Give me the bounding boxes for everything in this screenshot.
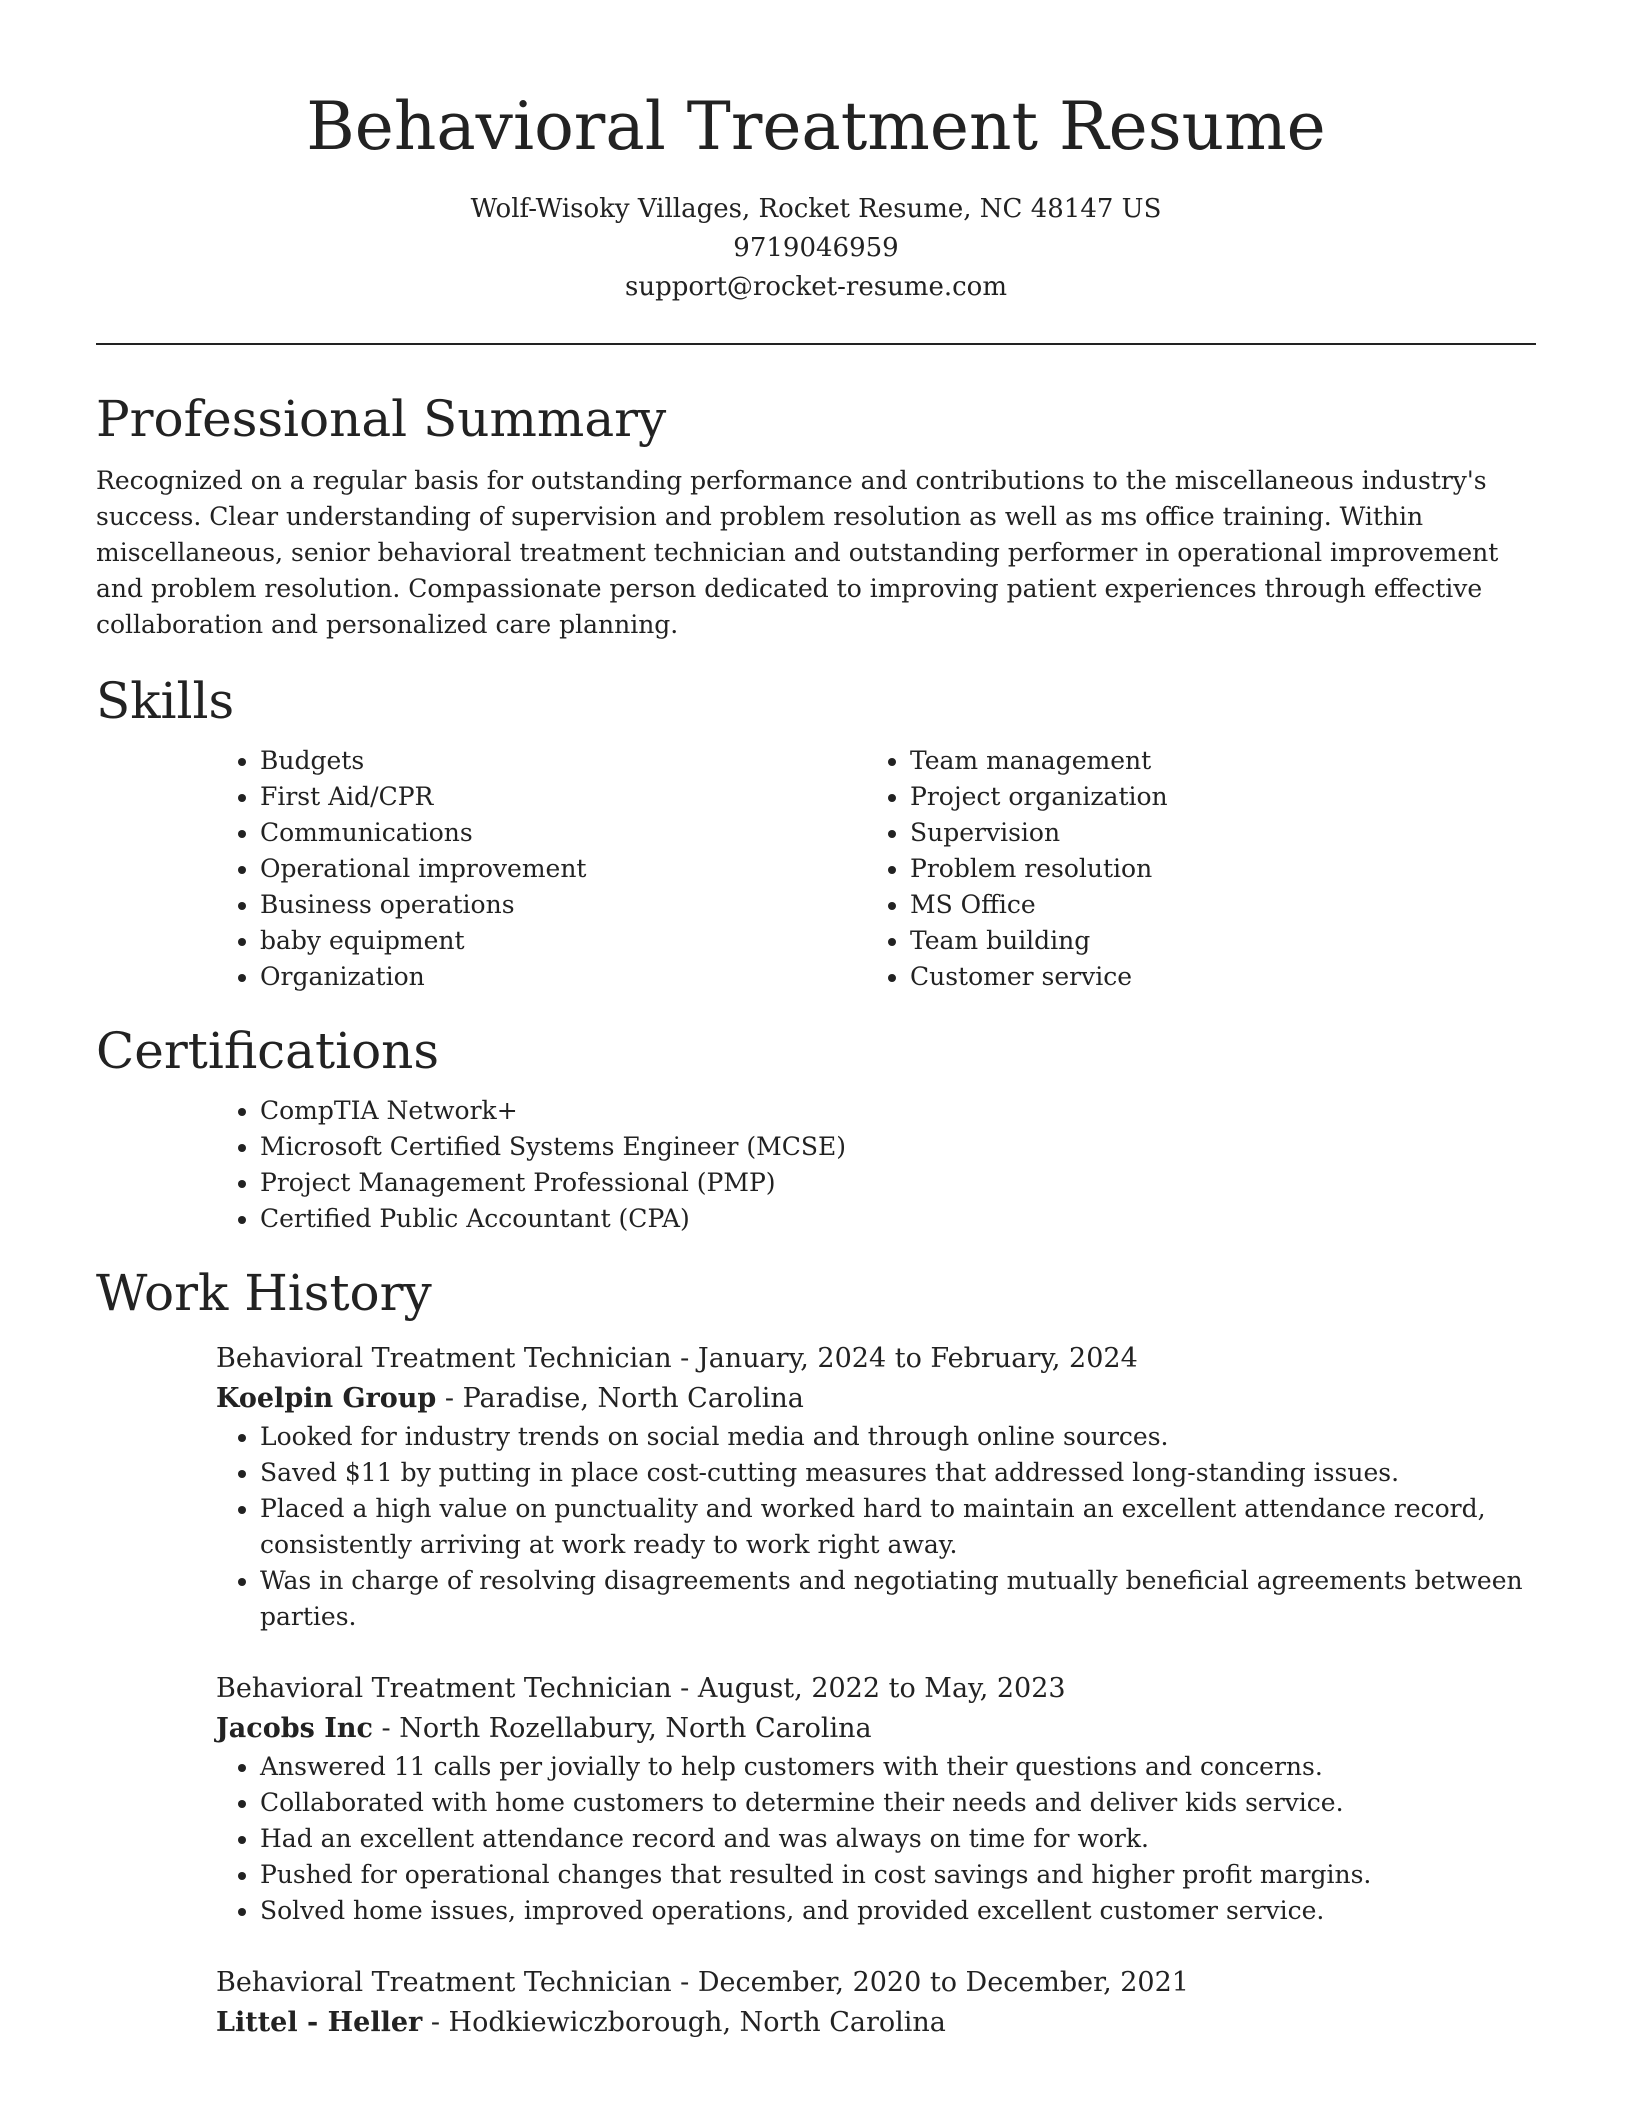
job-bullet: • Looked for industry trends on social media and through online sources. — [260, 1419, 1536, 1455]
job-bullet: • Pushed for operational changes that resulted in cost savings and higher profit margins. — [260, 1857, 1536, 1893]
skills-section — [96, 669, 1536, 995]
job-title-line — [216, 1669, 1536, 1709]
resume-header — [96, 0, 1536, 307]
summary-text: Recognized on a regular basis for outstanding performance and contributions to the miscellaneous industry's success. Clear understanding of supervision and problem resolution as well as ms office training. Within miscellaneous, senior behavioral treatment technician and outstanding performer in operational improvement and problem resolution. Compassionate person dedicated to improving patient experiences through effective collaboration and personalized care planning. — [96, 466, 1499, 639]
skill-item: • Communications — [260, 815, 866, 851]
contact-email: support@rocket-resume.com — [624, 272, 1007, 302]
skill-item: • Problem resolution — [910, 851, 1516, 887]
summary-section — [96, 387, 1536, 643]
job-title: Behavioral Treatment Technician — [216, 1343, 672, 1374]
company-location: - Hodkiewiczborough, North Carolina — [422, 2007, 946, 2038]
skills-grid — [216, 743, 1536, 995]
work-history-heading: Work History — [96, 1264, 432, 1322]
skills-column-left — [216, 743, 866, 995]
job-entry — [216, 1669, 1536, 1929]
company-line — [216, 2003, 1536, 2043]
skill-item: • baby equipment — [260, 923, 866, 959]
job-bullet: • Placed a high value on punctuality and worked hard to maintain an excellent attendance record, consistently arriving at work ready to work right away. — [260, 1491, 1536, 1563]
job-bullet: • Collaborated with home customers to determine their needs and deliver kids service. — [260, 1785, 1536, 1821]
certification-item: • Microsoft Certified Systems Engineer (MCSE) — [260, 1129, 1536, 1165]
company-line — [216, 1379, 1536, 1419]
contact-address: Wolf-Wisoky Villages, Rocket Resume, NC 48147 US — [470, 194, 1162, 224]
skill-item: • Organization — [260, 959, 866, 995]
skill-item: • Team management — [910, 743, 1516, 779]
skill-item: • Operational improvement — [260, 851, 866, 887]
job-title-line — [216, 1963, 1536, 2003]
skill-item: • Project organization — [910, 779, 1516, 815]
job-dates: - December, 2020 to December, 2021 — [671, 1967, 1189, 1998]
job-title: Behavioral Treatment Technician — [216, 1673, 672, 1704]
job-bullet: • Answered 11 calls per jovially to help customers with their questions and concerns. — [260, 1749, 1536, 1785]
certification-item: • Project Management Professional (PMP) — [260, 1165, 1536, 1201]
job-bullet: • Had an excellent attendance record and was always on time for work. — [260, 1821, 1536, 1857]
company-line — [216, 1709, 1536, 1749]
job-bullet: • Was in charge of resolving disagreements and negotiating mutually beneficial agreements between parties. — [260, 1563, 1536, 1635]
work-history-section — [96, 1261, 1536, 2043]
skill-item: • Business operations — [260, 887, 866, 923]
skill-item: • MS Office — [910, 887, 1516, 923]
resume-page — [96, 0, 1536, 2077]
skills-column-right — [866, 743, 1516, 995]
job-title: Behavioral Treatment Technician — [216, 1967, 672, 1998]
company-location: - Paradise, North Carolina — [436, 1383, 804, 1414]
skills-heading: Skills — [96, 672, 235, 730]
certifications-heading: Certifications — [96, 1022, 440, 1080]
contact-phone: 9719046959 — [733, 233, 899, 263]
certification-item: • CompTIA Network+ — [260, 1093, 1536, 1129]
skill-item: • Supervision — [910, 815, 1516, 851]
company-name: Jacobs Inc — [216, 1713, 373, 1744]
certifications-section — [96, 1019, 1536, 1237]
header-divider — [96, 343, 1536, 345]
skill-item: • First Aid/CPR — [260, 779, 866, 815]
job-entry — [216, 1339, 1536, 1635]
skill-item: • Customer service — [910, 959, 1516, 995]
certification-item: • Certified Public Accountant (CPA) — [260, 1201, 1536, 1237]
job-entry — [216, 1963, 1536, 2043]
job-dates: - January, 2024 to February, 2024 — [671, 1343, 1138, 1374]
company-location: - North Rozellabury, North Carolina — [372, 1713, 872, 1744]
company-name: Littel - Heller — [216, 2007, 423, 2038]
company-name: Koelpin Group — [216, 1383, 437, 1414]
job-title-line — [216, 1339, 1536, 1379]
skill-item: • Budgets — [260, 743, 866, 779]
job-bullet: • Solved home issues, improved operations, and provided excellent customer service. — [260, 1893, 1536, 1929]
summary-heading: Professional Summary — [96, 390, 667, 448]
skill-item: • Team building — [910, 923, 1516, 959]
resume-title: Behavioral Treatment Resume — [306, 88, 1326, 165]
job-bullet: • Saved $11 by putting in place cost-cutting measures that addressed long-standing issues. — [260, 1455, 1536, 1491]
job-dates: - August, 2022 to May, 2023 — [671, 1673, 1066, 1704]
